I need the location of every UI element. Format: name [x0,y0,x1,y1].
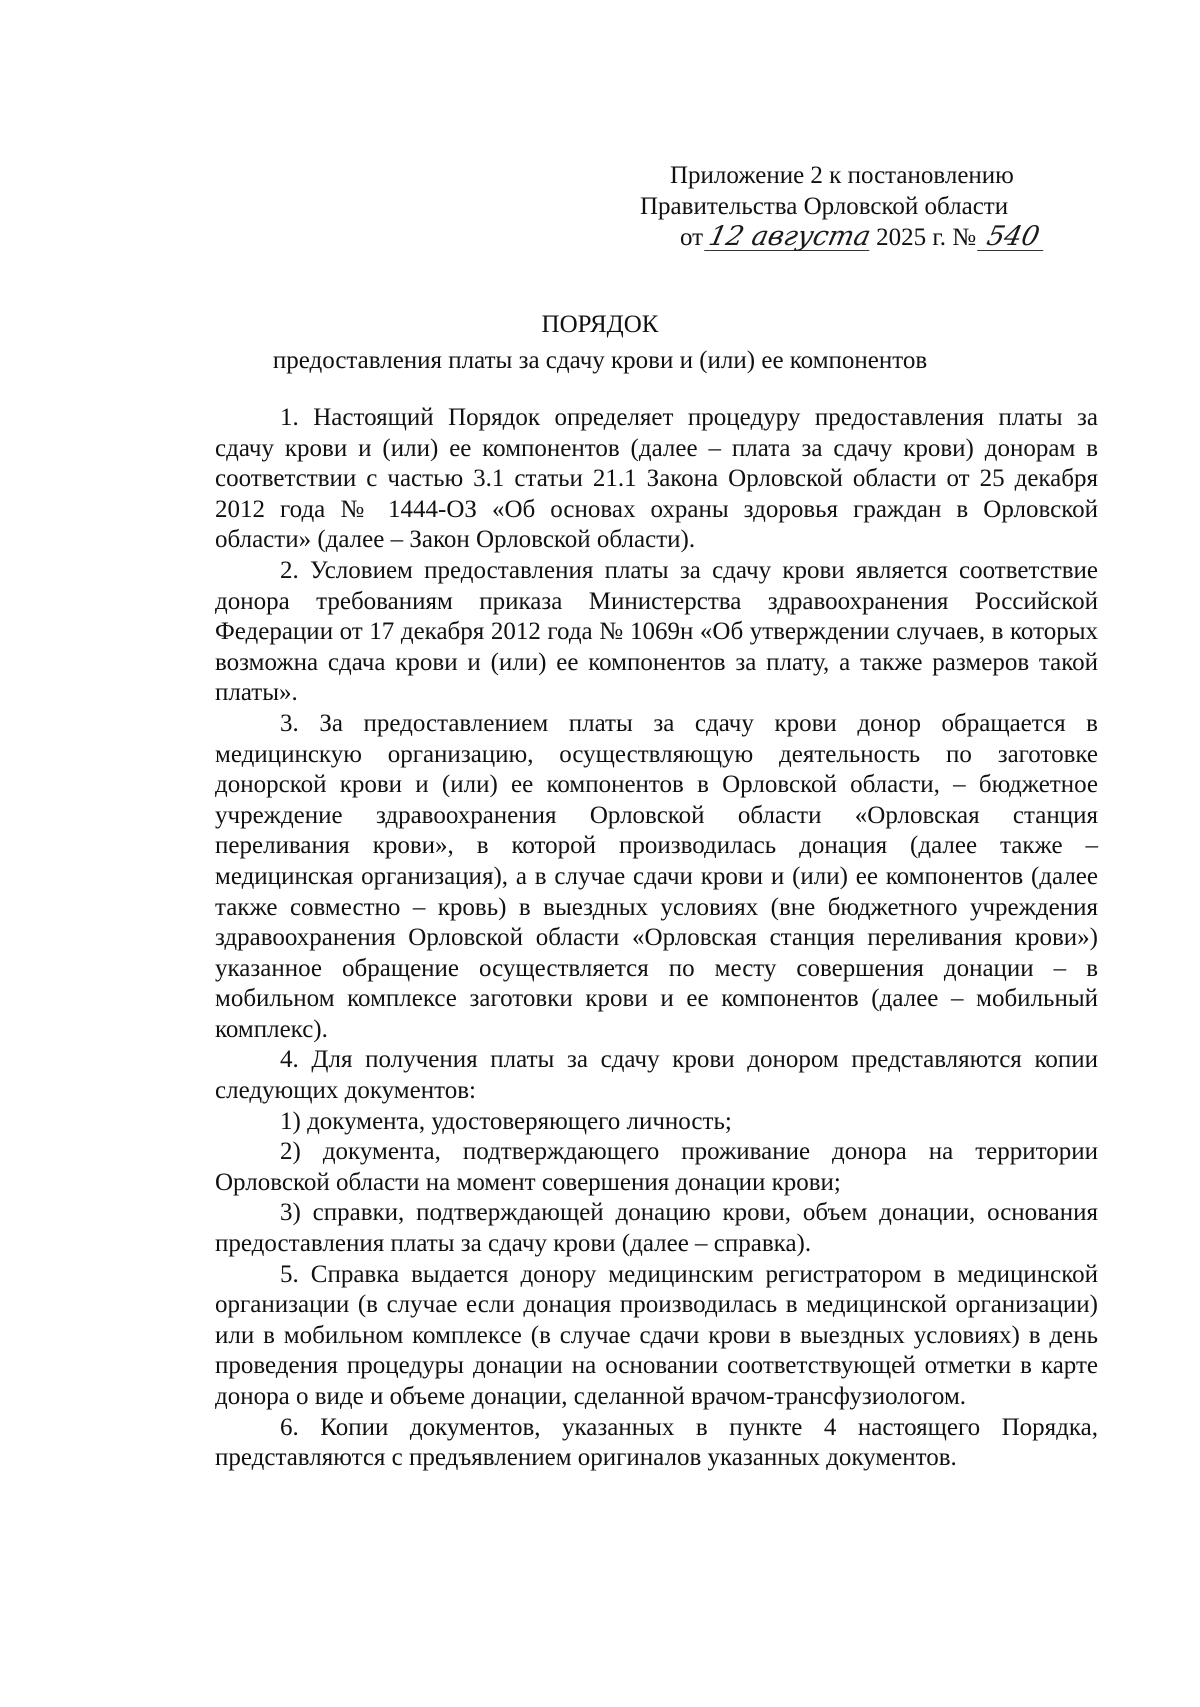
document-subtitle: предоставления платы за сдачу крови и (или) ее компонентов [272,347,928,374]
paragraph-4-item-3: 3) справки, подтверждающей донацию крови, объем донации, основания предоставления платы за сдачу крови (далее – справка). [215,1199,1098,1258]
paragraph-3: 3. За предоставлением платы за сдачу крови донор обращается в медицинскую организацию, осуществляющую деятельность по заготовке донорской крови и (или) ее компонентов в Орловской области, – бюджетное учреждение здравоохранения Орловской области «Орловская станция переливания крови», в которой производилась донация (далее также – медицинская организация), а в случае сдачи крови и (или) ее компонентов (далее также совместно – кровь) в выездных условиях (вне бюджетного учреждения здравоохранения Орловской области «Орловская станция переливания крови») указанное обращение осуществляется по месту совершения донации – в мобильном комплексе заготовки крови и ее компонентов (далее – мобильный комплекс). [215,709,1098,1043]
header-year: 2025 г. № [876,224,977,251]
header-from-prefix: от [680,224,704,251]
paragraph-1: 1. Настоящий Порядок определяет процедуру предоставления платы за сдачу крови и (или) ее компонентов (далее – плата за сдачу крови) донорам в соответствии с частью 3.1 статьи 21.1 Закона Орловской области от 25 декабря 2012 года № 1444-ОЗ «Об основах охраны здоровья граждан в Орловской области» (далее – Закон Орловской области). [215,404,1098,554]
paragraph-2: 2. Условием предоставления платы за сдачу крови является соответствие донора требованиям приказа Министерства здравоохранения Российской Федерации от 17 декабря 2012 года № 1069н «Об утверждении случаев, в которых возможна сдача крови и (или) ее компонентов за плату, а также размеров такой платы». [215,556,1098,707]
paragraph-4-item-1: 1) документа, удостоверяющего личность; [280,1107,732,1135]
header-line-government: Правительства Орловской области [640,193,1009,220]
header-line-date [640,222,1100,253]
paragraph-5: 5. Справка выдается донору медицинским регистратором в медицинской организации (в случае если донация производилась в медицинской организации) или в мобильном комплексе (в случае сдачи крови в выездных условиях) в день проведения процедуры донации на основании соответствующей отметки в карте донора о виде и объеме донации, сделанной врачом-трансфузиологом. [215,1260,1098,1410]
appendix-header [640,160,1100,253]
handwritten-date: 12 августа [706,221,874,252]
handwritten-number: 540 [977,224,1049,251]
document-title: ПОРЯДОК [541,311,659,338]
paragraph-6: 6. Копии документов, указанных в пункте 4 настоящего Порядка, представляются с предъявлением оригиналов указанных документов. [215,1413,1098,1472]
paragraph-4: 4. Для получения платы за сдачу крови донором представляются копии следующих документов: [215,1046,1098,1105]
paragraph-4-item-2: 2) документа, подтверждающего проживание донора на территории Орловской области на момент совершения донации крови; [215,1138,1098,1196]
document-body [215,403,1098,1474]
header-line-appendix: Приложение 2 к постановлению [670,162,1014,189]
